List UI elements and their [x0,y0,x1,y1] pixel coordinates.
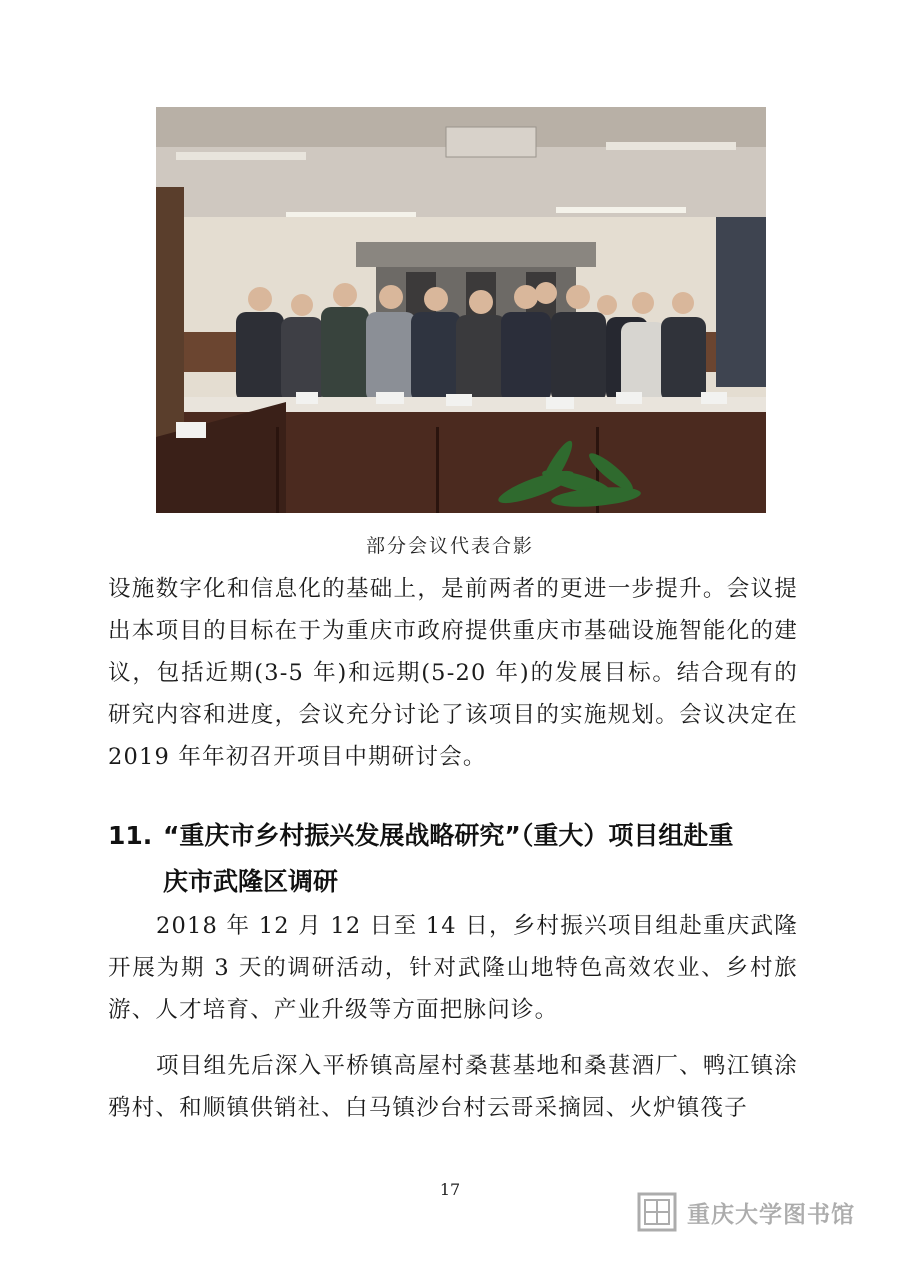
body-paragraph-1: 设施数字化和信息化的基础上，是前两者的更进一步提升。会议提出本项目的目标在于为重庆市政府提供重庆市基础设施智能化的建议，包括近期(3-5 年)和远期(5-20 年)的发展目标。结合现有的研究内容和进度，会议充分讨论了该项目的实施规划。会议决定在 2019 年年初召开项目中期研讨会。 [108,576,798,770]
group-photo-illustration [156,107,766,513]
section-title-line1: “重庆市乡村振兴发展战略研究”（重大）项目组赴重 [163,821,734,850]
section-number: 11. [108,821,153,850]
page-number: 17 [439,1180,461,1199]
library-seal-icon [637,1192,677,1232]
watermark-text: 重庆大学图书馆 [687,1201,855,1228]
library-watermark [637,1190,855,1234]
photo-caption: 部分会议代表合影 [365,535,534,557]
group-photo [156,107,766,513]
body-paragraph-2: 2018 年 12 月 12 日至 14 日，乡村振兴项目组赴重庆武隆开展为期 3 天的调研活动，针对武隆山地特色高效农业、乡村旅游、人才培育、产业升级等方面把脉问诊。 [108,913,798,1023]
section-title-line2: 庆市武隆区调研 [163,867,339,896]
section-heading [108,813,808,905]
body-paragraph-3: 项目组先后深入平桥镇高屋村桑葚基地和桑葚酒厂、鸭江镇涂鸦村、和顺镇供销社、白马镇沙台村云哥采摘园、火炉镇筏子 [108,1053,798,1121]
